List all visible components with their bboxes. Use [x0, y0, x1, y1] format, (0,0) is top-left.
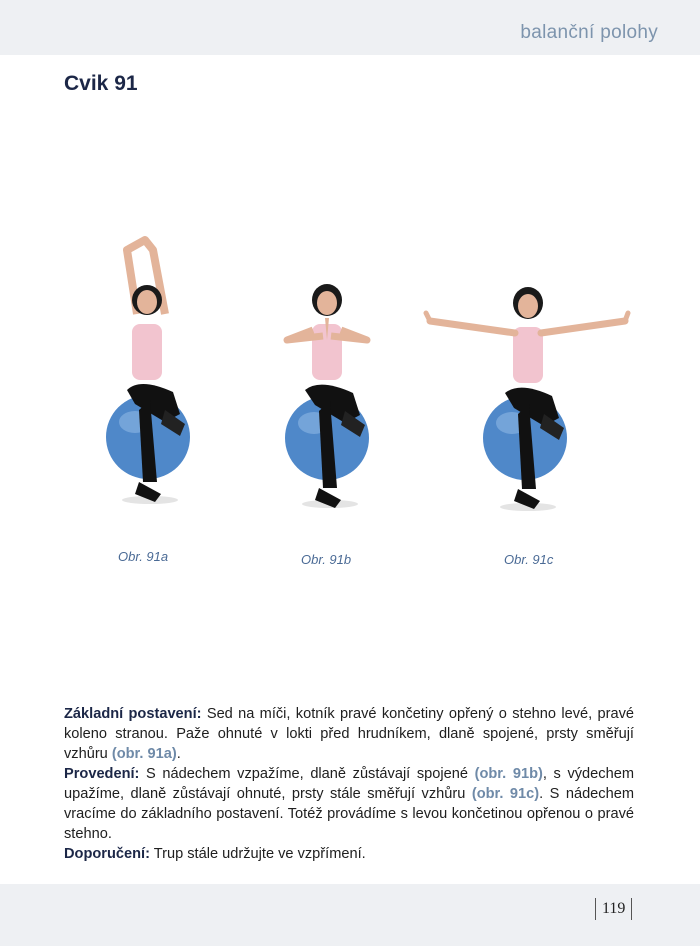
- figure-ref-91b: (obr. 91b): [474, 766, 543, 782]
- figure-ref-91c: (obr. 91c): [471, 786, 540, 802]
- execution-text-3: . S nádechem vracíme do základního postavení. Totéž provádíme s levou končetinou opřenou o pravé stehno.: [64, 786, 634, 842]
- figure-91c: [420, 283, 635, 515]
- basic-position-end: .: [176, 746, 181, 762]
- header-band: [0, 0, 700, 55]
- execution-text-2: , s výdechem upažíme, dlaně zůstávají ohnuté, prsty stále směřují vzhůru: [64, 766, 634, 802]
- section-title: balanční polohy: [520, 22, 658, 43]
- execution-label: Provedení:: [64, 766, 140, 782]
- figure-91a-caption: Obr. 91a: [118, 549, 169, 564]
- figure-91c-illustration: [420, 283, 635, 515]
- recommendation-paragraph: [64, 844, 634, 864]
- figure-91b-caption: Obr. 91b: [301, 552, 352, 567]
- basic-position-text: Sed na míči, kotník pravé končetiny opřený o stehno levé, pravé koleno stranou. Paže ohnuté v lokti před hrudníkem, dlaně spojené, prsty směřují vzhůru: [64, 706, 634, 762]
- exercise-title: Cvik 91: [64, 72, 138, 95]
- recommendation-text: Trup stále udržujte ve vzpřímení.: [149, 846, 366, 862]
- figure-91a: [95, 232, 205, 512]
- figure-91b: [275, 278, 385, 513]
- recommendation-label: Doporučení:: [64, 846, 150, 862]
- basic-position-label: Základní postavení:: [64, 706, 202, 722]
- execution-text-1: S nádechem vzpažíme, dlaně zůstávají spojené: [139, 766, 475, 782]
- execution-paragraph: [64, 764, 634, 844]
- figure-91c-caption: Obr. 91c: [504, 552, 554, 567]
- figure-ref-91a: (obr. 91a): [111, 746, 177, 762]
- exercise-description: [64, 704, 634, 864]
- figure-91b-illustration: [275, 278, 385, 513]
- basic-position-paragraph: [64, 704, 634, 764]
- figure-91a-illustration: [95, 232, 205, 512]
- page-number: 119: [595, 898, 632, 920]
